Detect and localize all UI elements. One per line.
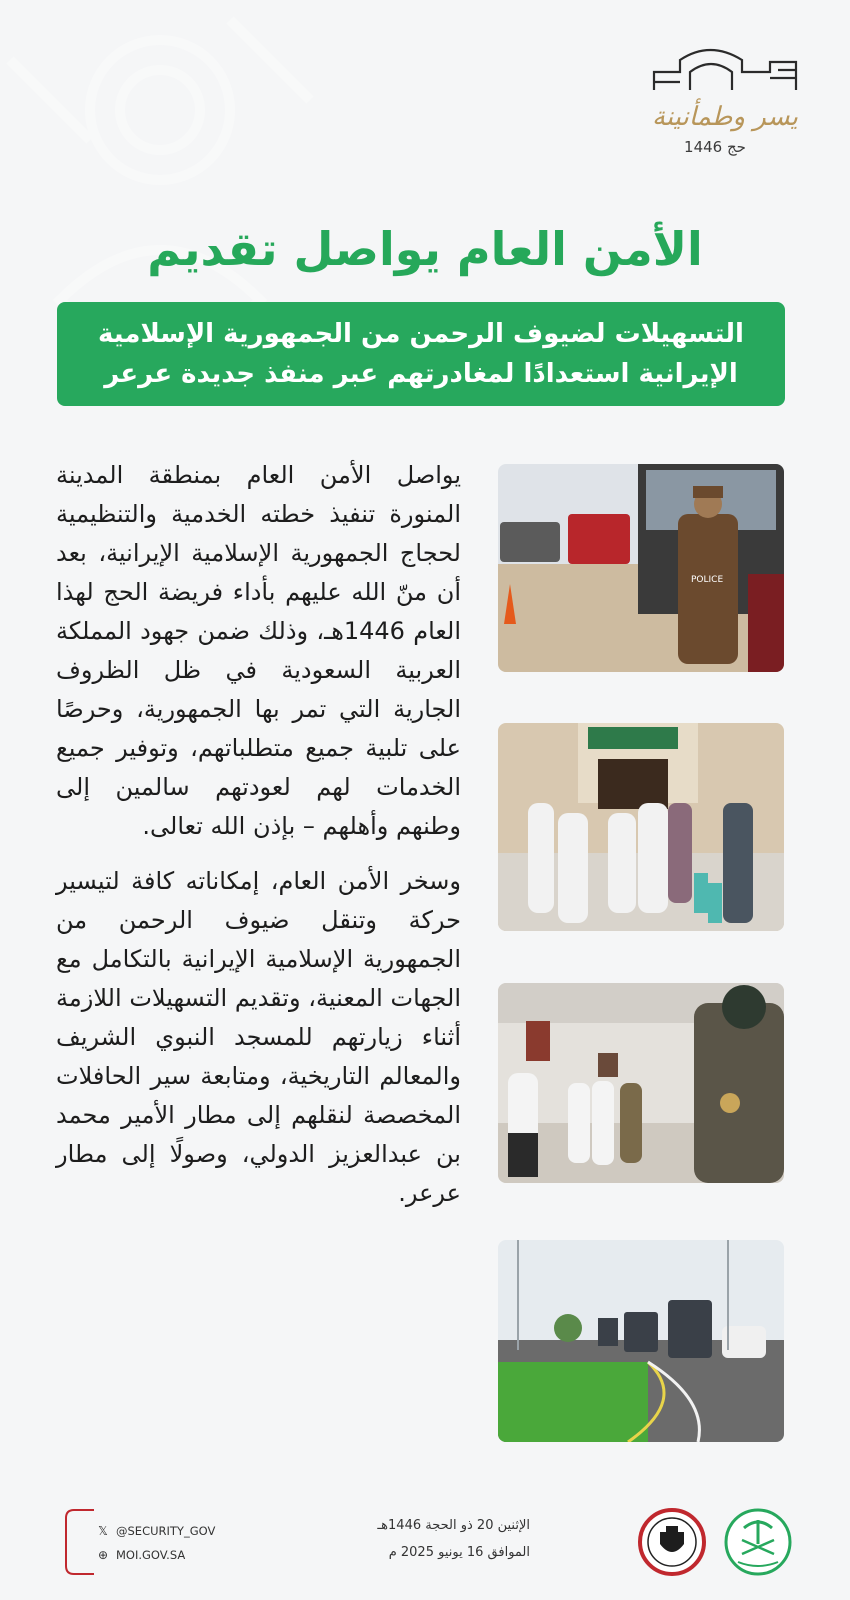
date-block	[320, 1512, 530, 1566]
photo-buses-road	[498, 1240, 784, 1442]
hajj-year: حج 1446	[684, 138, 746, 156]
website-url: MOI.GOV.SA	[116, 1548, 186, 1562]
photo-airport-hall	[498, 983, 784, 1183]
date-gregorian: الموافق 16 يونيو 2025 م	[388, 1545, 530, 1560]
emblems	[630, 1504, 800, 1578]
article-paragraph-1: يواصل الأمن العام بمنطقة المدينة المنورة تنفيذ خطته الخدمية والتنظيمية لحجاج الجمهورية الإسلامية الإيرانية، بعد أن منّ الله عليهم بأداء فريضة الحج لهذا العام 1446هـ، وذلك ضمن جهود المملكة العربية السعودية في ظل الظروف الجارية التي تمر بها الجمهورية، وحرصًا على تلبية جميع متطلباتهم، وتوفير جميع الخدمات لهم لعودتهم سالمين إلى وطنهم وأهلهم – بإذن الله تعالى.	[56, 461, 461, 840]
social-frame-icon	[64, 1508, 110, 1576]
photo-pilgrims-gate	[498, 723, 784, 931]
x-icon: 𝕏	[98, 1524, 108, 1538]
arch-logo-icon	[650, 42, 800, 92]
campaign-logo	[650, 42, 800, 172]
subtitle-line-2: الإيرانية استعدادًا لمغادرتهم عبر منفذ جديدة عرعر	[104, 359, 738, 389]
website-link[interactable]	[96, 1548, 185, 1562]
public-security-emblem-icon	[640, 1510, 704, 1574]
logo-text: يسر وطمأنينة	[651, 102, 799, 132]
photo-officer-buses	[498, 464, 784, 672]
police-label: POLICE	[691, 575, 724, 585]
social-links	[64, 1508, 244, 1576]
article-body	[56, 456, 461, 1229]
footer	[0, 1500, 850, 1590]
globe-icon: ⊕	[97, 1548, 109, 1562]
article-paragraph-2: وسخر الأمن العام، إمكاناته كافة لتيسير حركة وتنقل ضيوف الرحمن من الجمهورية الإسلامية الإيرانية بالتكامل مع الجهات المعنية، وتقديم التسهيلات اللازمة أثناء زيارتهم للمسجد النبوي الشريف والمعالم التاريخية، ومتابعة سير الحافلات المخصصة لنقلهم إلى مطار الأمير محمد بن عبدالعزيز الدولي، وصولًا إلى مطار عرعر.	[56, 867, 461, 1207]
date-hijri: الإثنين 20 ذو الحجة 1446هـ	[377, 1518, 530, 1533]
ministry-emblem-icon	[726, 1510, 790, 1574]
page-title: الأمن العام يواصل تقديم	[147, 222, 703, 276]
subtitle-banner	[57, 302, 785, 406]
x-handle: @SECURITY_GOV	[116, 1524, 216, 1538]
subtitle-line-1: التسهيلات لضيوف الرحمن من الجمهورية الإسلامية	[98, 319, 744, 349]
x-handle-link[interactable]	[96, 1524, 215, 1538]
